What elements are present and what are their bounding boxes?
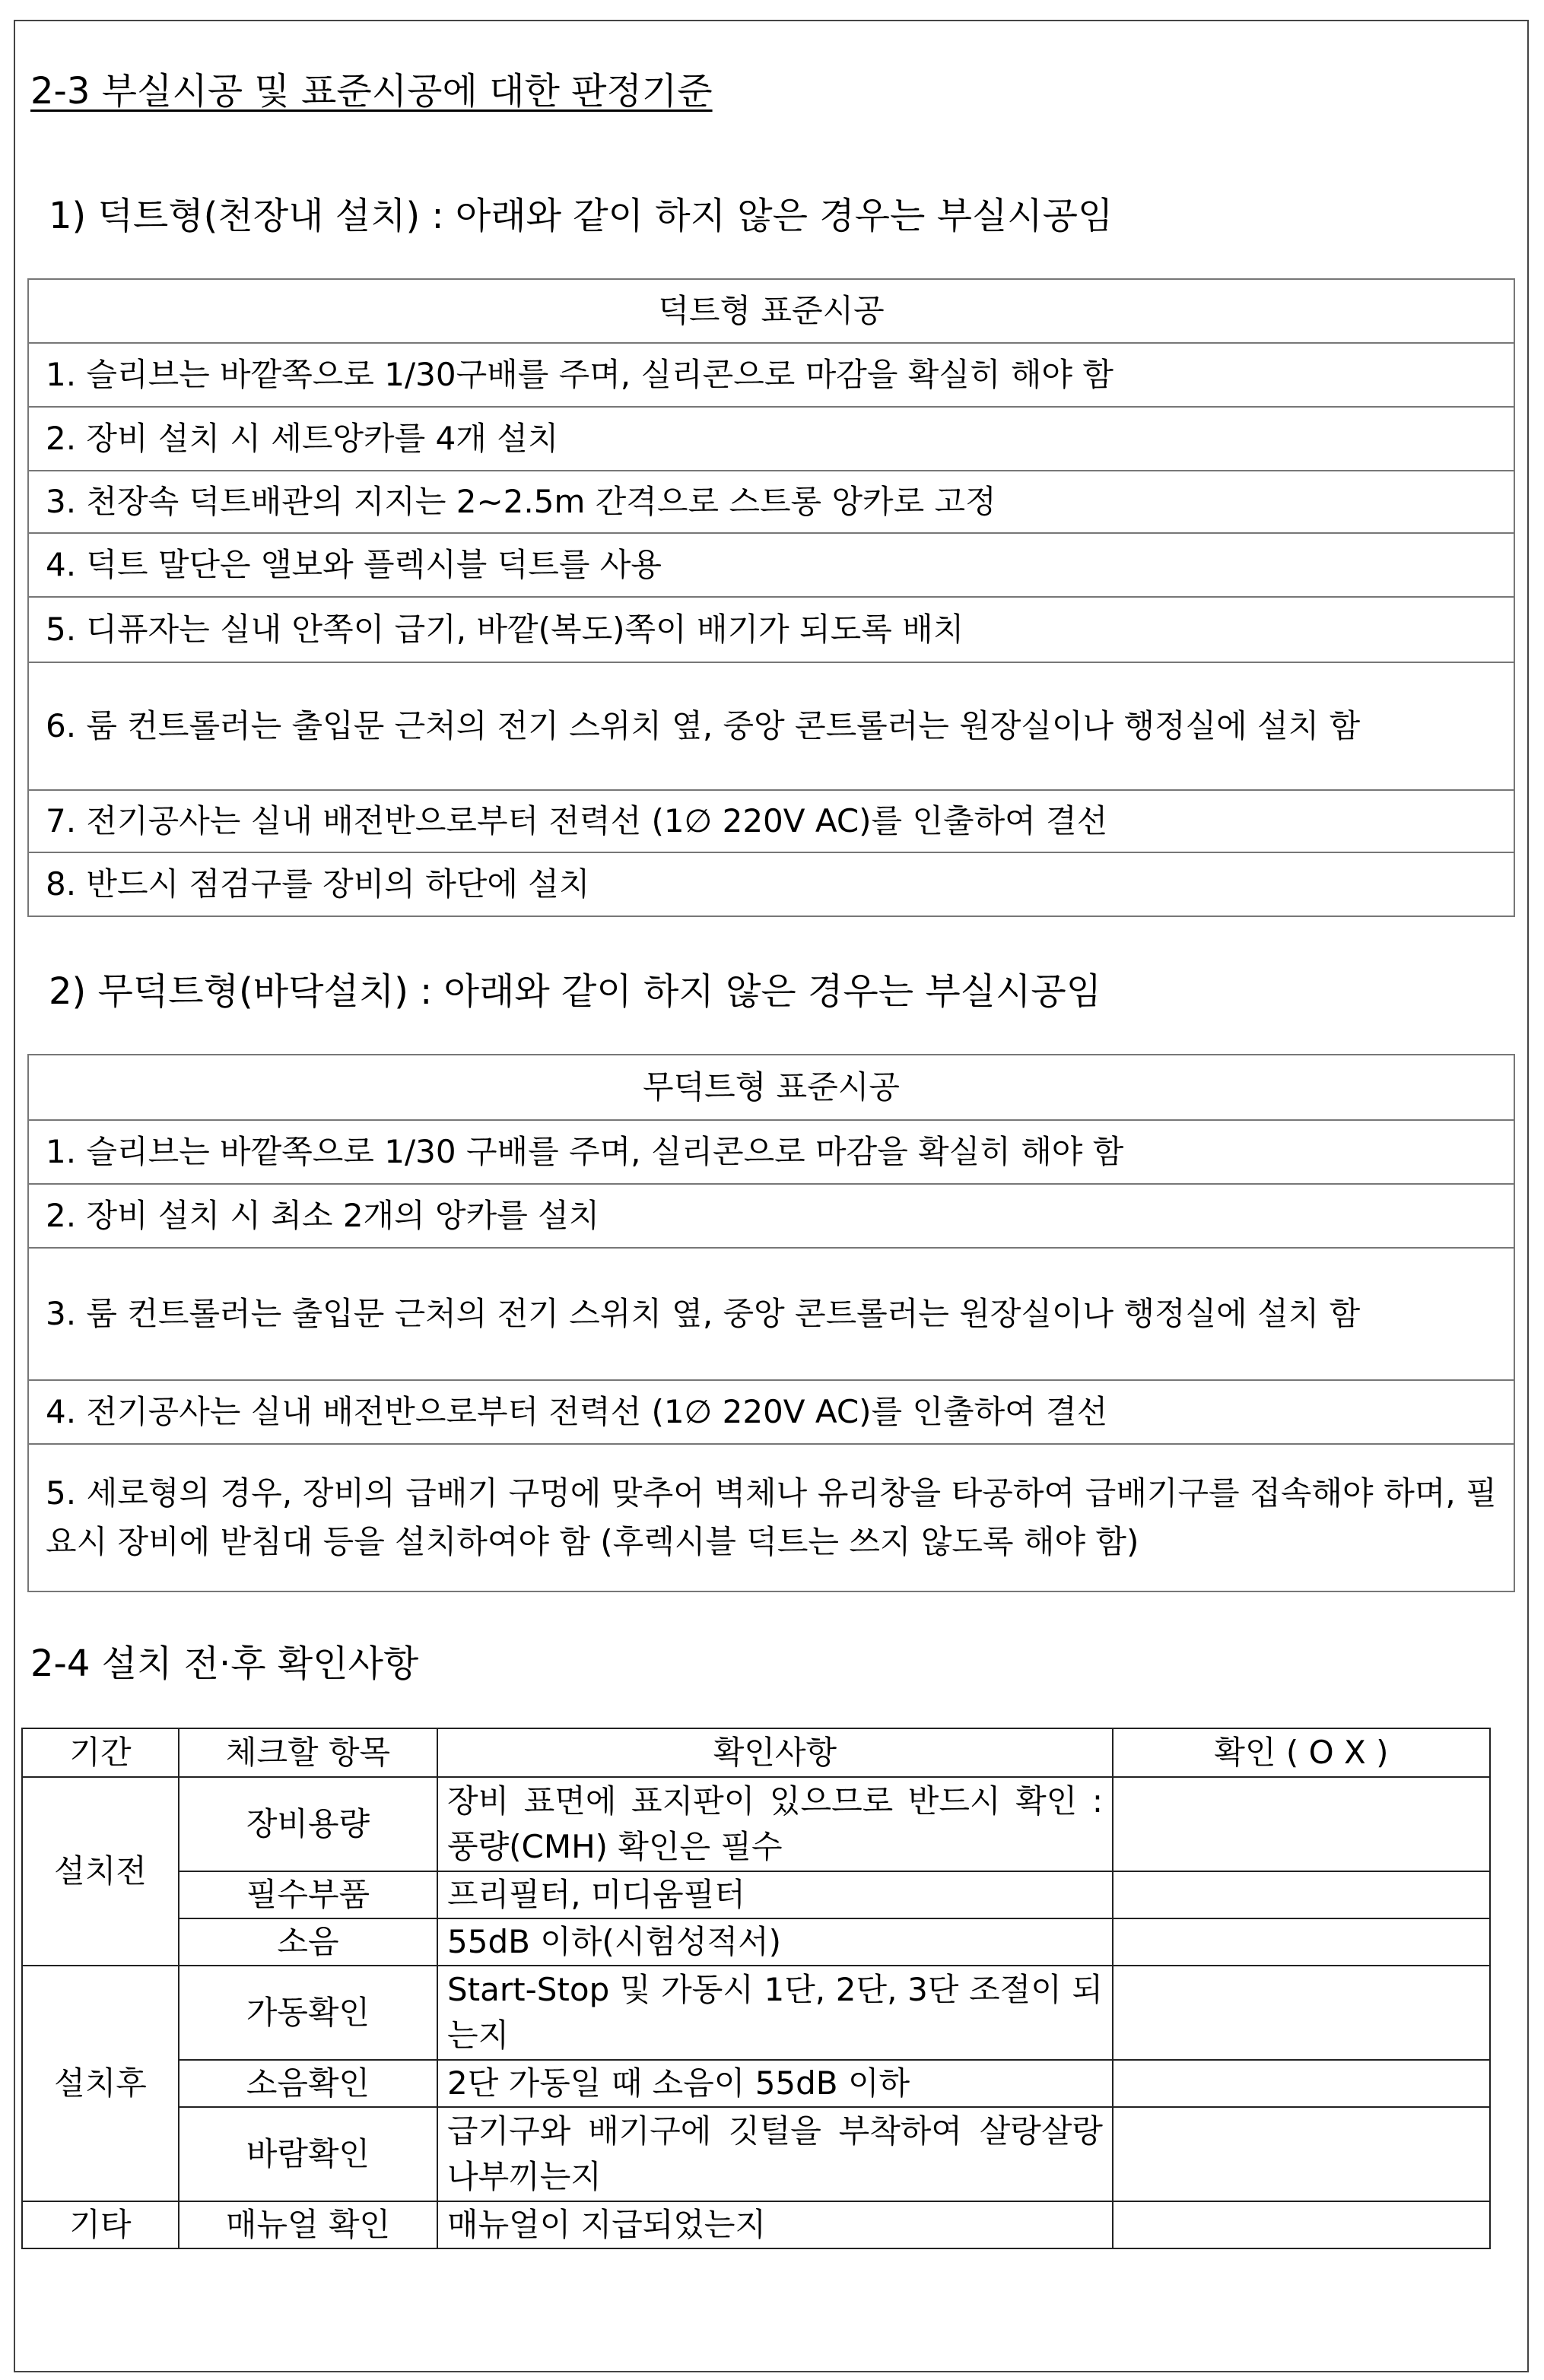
- period-other: 기타: [22, 2201, 179, 2248]
- check-item: 필수부품: [179, 1871, 437, 1918]
- table-row: [22, 1777, 1490, 1871]
- check-detail: 2단 가동일 때 소음이 55dB 이하: [437, 2060, 1113, 2107]
- col-header-detail: 확인사항: [437, 1728, 1113, 1777]
- confirm-cell[interactable]: [1113, 1918, 1490, 1966]
- table-row: [28, 1248, 1514, 1380]
- check-item: 소음: [179, 1918, 437, 1966]
- ducted-heading: 1) 덕트형(천장내 설치) : 아래와 같이 하지 않은 경우는 부실시공임: [49, 195, 1114, 237]
- check-item: 바람확인: [179, 2107, 437, 2201]
- table-row: [28, 343, 1514, 407]
- table-header-row: [28, 1055, 1514, 1120]
- ductless-row-2: 2. 장비 설치 시 최소 2개의 앙카를 설치: [28, 1184, 1514, 1248]
- table-row: [28, 662, 1514, 790]
- table-row: [22, 2060, 1490, 2107]
- table-row: [28, 597, 1514, 662]
- period-after-install: 설치후: [22, 1966, 179, 2201]
- ducted-row-6: 6. 룸 컨트롤러는 출입문 근처의 전기 스위치 옆, 중앙 콘트롤러는 원장실이나 행정실에 설치 함: [28, 662, 1514, 790]
- table-row: [28, 852, 1514, 916]
- check-item: 장비용량: [179, 1777, 437, 1871]
- check-detail: 55dB 이하(시험성적서): [437, 1918, 1113, 1966]
- ductless-row-3: 3. 룸 컨트롤러는 출입문 근처의 전기 스위치 옆, 중앙 콘트롤러는 원장실이나 행정실에 설치 함: [28, 1248, 1514, 1380]
- period-before-install: 설치전: [22, 1777, 179, 1966]
- ducted-row-1: 1. 슬리브는 바깥쪽으로 1/30구배를 주며, 실리콘으로 마감을 확실히 해야 함: [28, 343, 1514, 407]
- table-row: [28, 1184, 1514, 1248]
- table-row: [28, 533, 1514, 597]
- table-header-row: [28, 279, 1514, 343]
- confirm-cell[interactable]: [1113, 1966, 1490, 2060]
- col-header-period: 기간: [22, 1728, 179, 1777]
- ducted-table-header: 덕트형 표준시공: [28, 279, 1514, 343]
- table-row: [22, 1871, 1490, 1918]
- confirm-cell[interactable]: [1113, 2060, 1490, 2107]
- table-row: [22, 1918, 1490, 1966]
- table-row: [28, 471, 1514, 533]
- check-detail: 장비 표면에 표지판이 있으므로 반드시 확인 : 풍량(CMH) 확인은 필수: [437, 1777, 1113, 1871]
- check-detail: 프리필터, 미디움필터: [437, 1871, 1113, 1918]
- ducted-standard-table: [27, 278, 1515, 917]
- ducted-row-2: 2. 장비 설치 시 세트앙카를 4개 설치: [28, 407, 1514, 471]
- install-checklist-table: [21, 1728, 1491, 2249]
- table-row: [22, 2201, 1490, 2248]
- table-row: [22, 2107, 1490, 2201]
- ducted-row-3: 3. 천장속 덕트배관의 지지는 2~2.5m 간격으로 스트롱 앙카로 고정: [28, 471, 1514, 533]
- table-row: [28, 1380, 1514, 1444]
- col-header-item: 체크할 항목: [179, 1728, 437, 1777]
- confirm-cell[interactable]: [1113, 2107, 1490, 2201]
- ducted-row-7: 7. 전기공사는 실내 배전반으로부터 전력선 (1∅ 220V AC)를 인출하여 결선: [28, 790, 1514, 852]
- ductless-table-header: 무덕트형 표준시공: [28, 1055, 1514, 1120]
- ductless-heading: 2) 무덕트형(바닥설치) : 아래와 같이 하지 않은 경우는 부실시공임: [49, 970, 1102, 1013]
- confirm-cell[interactable]: [1113, 1871, 1490, 1918]
- section-2-4-title: 2-4 설치 전·후 확인사항: [30, 1642, 419, 1685]
- confirm-cell[interactable]: [1113, 1777, 1490, 1871]
- check-detail: 급기구와 배기구에 깃털을 부착하여 살랑살랑 나부끼는지: [437, 2107, 1113, 2201]
- ducted-row-8: 8. 반드시 점검구를 장비의 하단에 설치: [28, 852, 1514, 916]
- ductless-row-4: 4. 전기공사는 실내 배전반으로부터 전력선 (1∅ 220V AC)를 인출하여 결선: [28, 1380, 1514, 1444]
- ductless-row-5: 5. 세로형의 경우, 장비의 급배기 구멍에 맞추어 벽체나 유리창을 타공하여 급배기구를 접속해야 하며, 필요시 장비에 받침대 등을 설치하여야 함 (후렉시블 덕트는 쓰지 않도록 해야 함): [28, 1444, 1514, 1591]
- ductless-row-1: 1. 슬리브는 바깥쪽으로 1/30 구배를 주며, 실리콘으로 마감을 확실히 해야 함: [28, 1120, 1514, 1184]
- confirm-cell[interactable]: [1113, 2201, 1490, 2248]
- checklist-header-row: [22, 1728, 1490, 1777]
- check-item: 소음확인: [179, 2060, 437, 2107]
- table-row: [28, 790, 1514, 852]
- ductless-standard-table: [27, 1054, 1515, 1592]
- ducted-row-4: 4. 덕트 말단은 앨보와 플렉시블 덕트를 사용: [28, 533, 1514, 597]
- ducted-row-5: 5. 디퓨자는 실내 안쪽이 급기, 바깥(복도)쪽이 배기가 되도록 배치: [28, 597, 1514, 662]
- check-detail: Start-Stop 및 가동시 1단, 2단, 3단 조절이 되는지: [437, 1966, 1113, 2060]
- table-row: [22, 1966, 1490, 2060]
- col-header-confirm: 확인 ( O X ): [1113, 1728, 1490, 1777]
- section-2-3-title: 2-3 부실시공 및 표준시공에 대한 판정기준: [30, 70, 713, 113]
- table-row: [28, 1444, 1514, 1591]
- check-detail: 매뉴얼이 지급되었는지: [437, 2201, 1113, 2248]
- table-row: [28, 1120, 1514, 1184]
- check-item: 가동확인: [179, 1966, 437, 2060]
- table-row: [28, 407, 1514, 471]
- check-item: 매뉴얼 확인: [179, 2201, 437, 2248]
